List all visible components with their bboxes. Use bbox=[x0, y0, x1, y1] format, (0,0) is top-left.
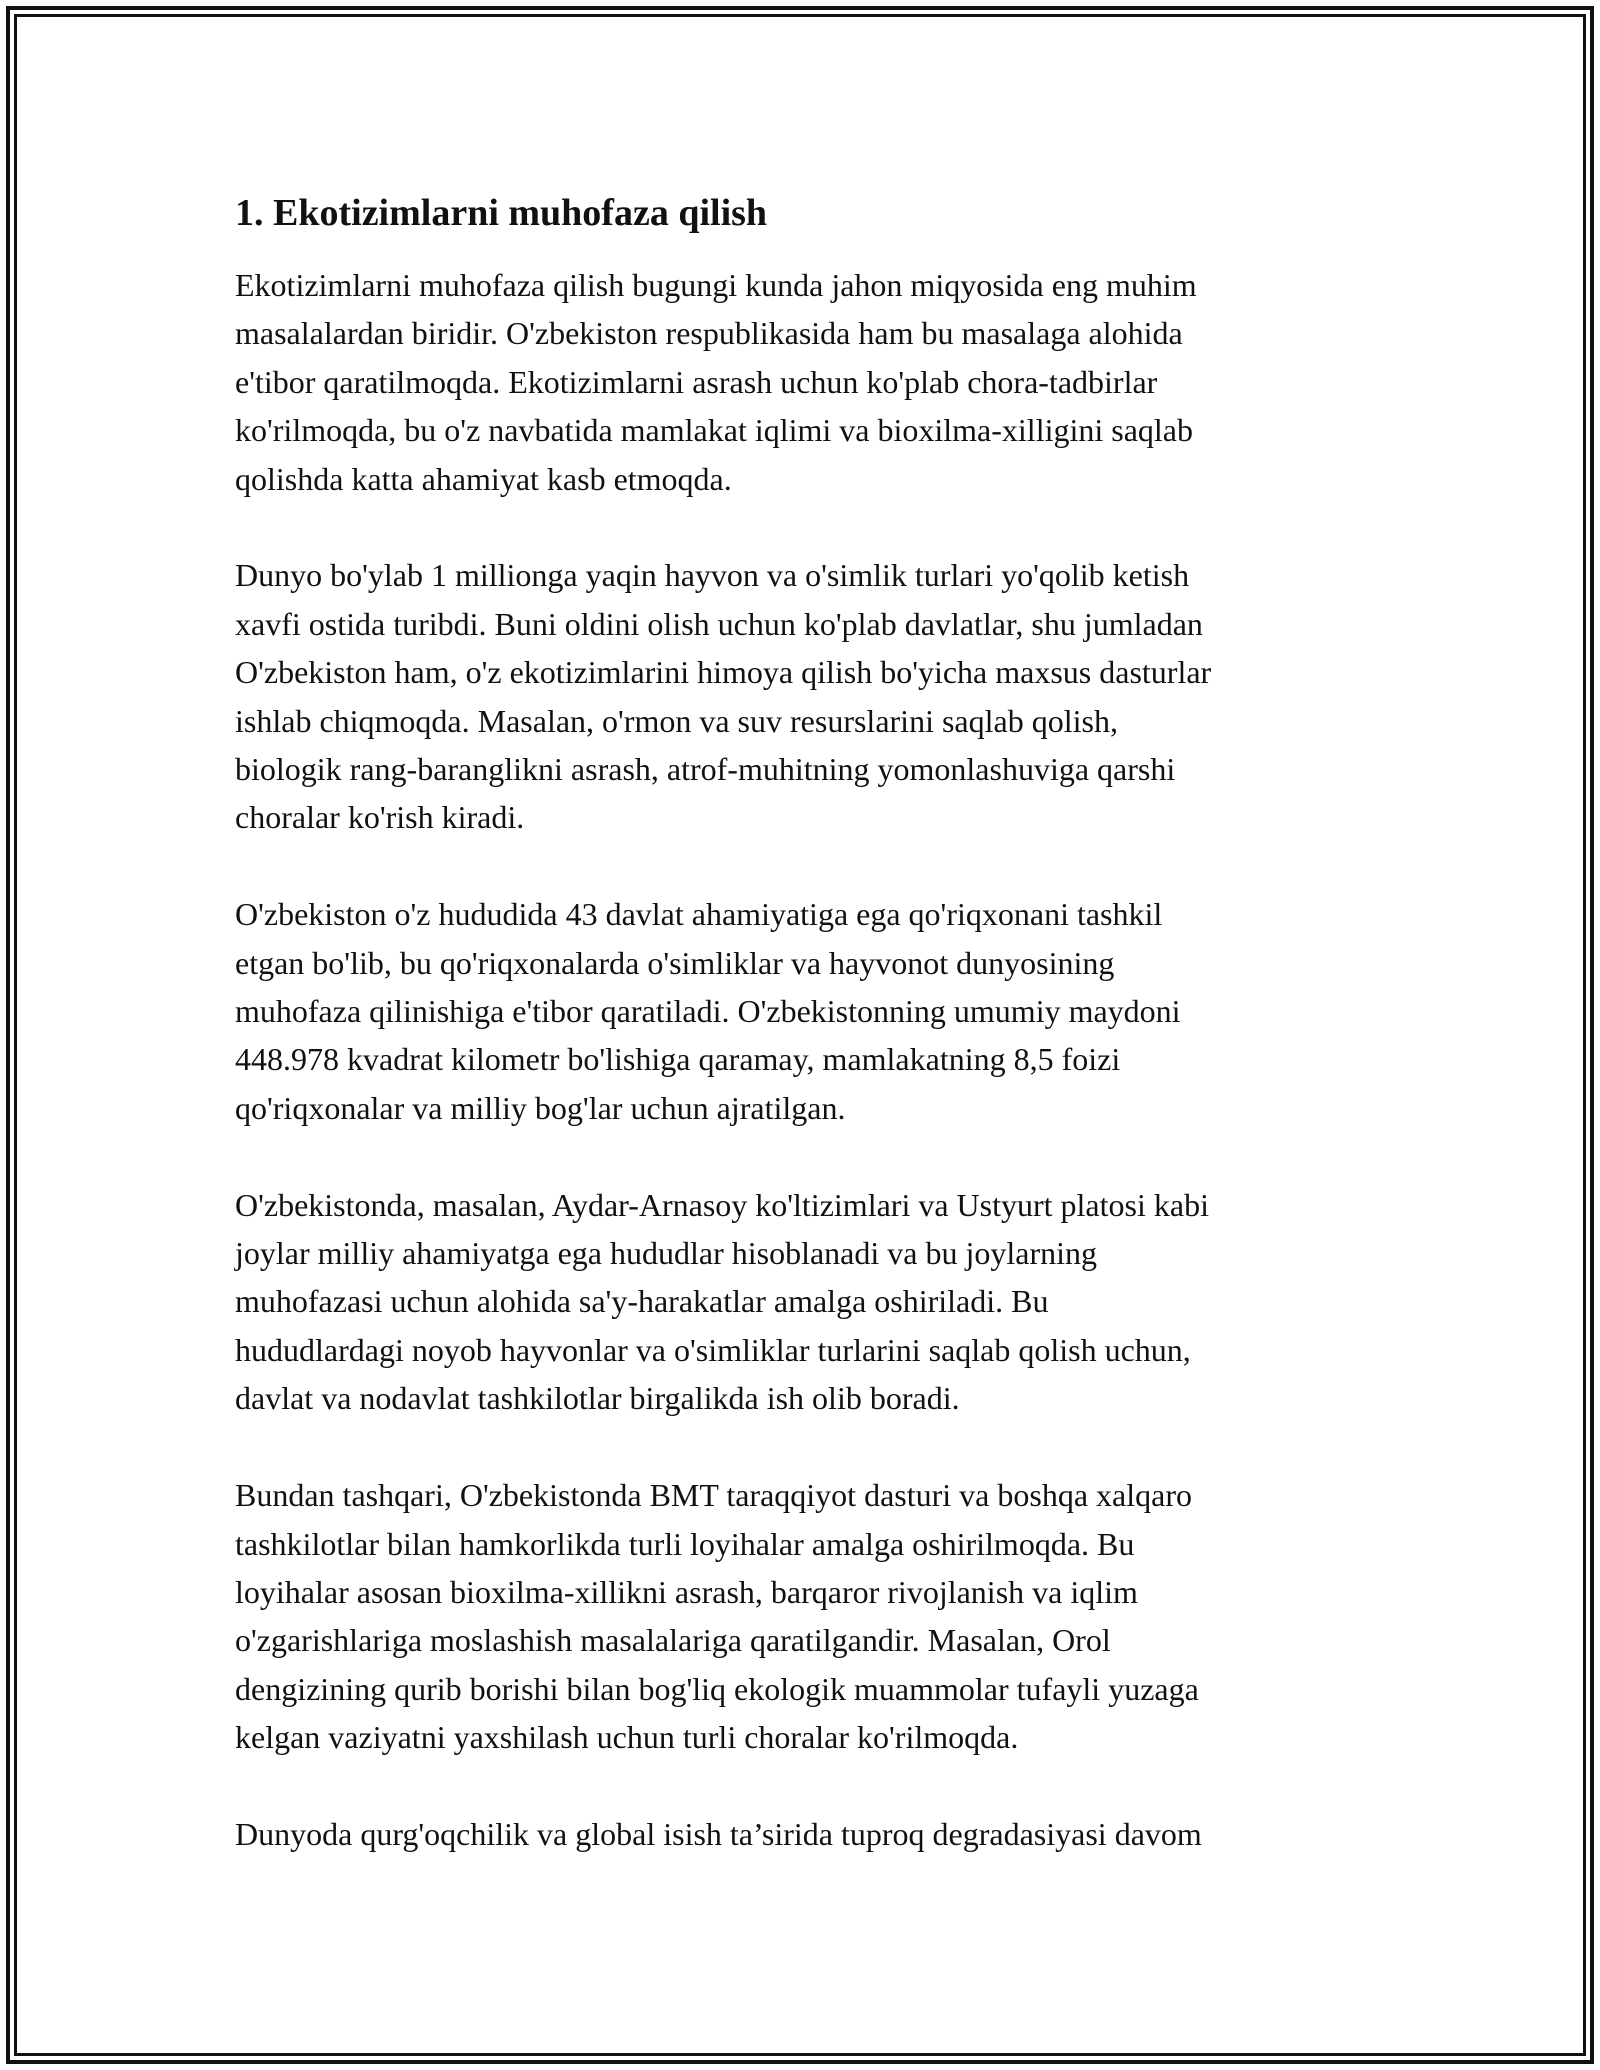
paragraph-line: qo'riqxonalar va milliy bog'lar uchun ajratilgan. bbox=[235, 1089, 846, 1126]
page-title: 1. Ekotizimlarni muhofaza qilish bbox=[235, 192, 768, 234]
paragraph-line: davlat va nodavlat tashkilotlar birgalikda ish olib boradi. bbox=[235, 1380, 960, 1417]
paragraph-line: O'zbekistonda, masalan, Aydar-Arnasoy ko'ltizimlari va Ustyurt platosi kabi bbox=[235, 1186, 1209, 1223]
paragraph-line: e'tibor qaratilmoqda. Ekotizimlarni asrash uchun ko'plab chora-tadbirlar bbox=[235, 363, 1158, 400]
document-body bbox=[235, 185, 1375, 1858]
paragraph-line: biologik rang-baranglikni asrash, atrof-muhitning yomonlashuviga qarshi bbox=[235, 751, 1176, 788]
paragraph-line: 448.978 kvadrat kilometr bo'lishiga qaramay, mamlakatning 8,5 foizi bbox=[235, 1041, 1121, 1078]
paragraph-line: kelgan vaziyatni yaxshilash uchun turli choralar ko'rilmoqda. bbox=[235, 1719, 1019, 1756]
paragraph-line: Dunyoda qurg'oqchilik va global isish ta’sirida tuproq degradasiyasi davom bbox=[235, 1815, 1202, 1852]
paragraph-line: muhofaza qilinishiga e'tibor qaratiladi. O'zbekistonning umumiy maydoni bbox=[235, 993, 1181, 1030]
paragraph-line: qolishda katta ahamiyat kasb etmoqda. bbox=[235, 460, 732, 497]
paragraph-line: xavfi ostida turibdi. Buni oldini olish uchun ko'plab davlatlar, shu jumladan bbox=[235, 605, 1203, 642]
paragraph-2 bbox=[235, 551, 1375, 841]
paragraph-line: masalalardan biridir. O'zbekiston respublikasida ham bu masalaga alohida bbox=[235, 315, 1183, 352]
paragraph-line: Dunyo bo'ylab 1 millionga yaqin hayvon va o'simlik turlari yo'qolib ketish bbox=[235, 557, 1190, 594]
paragraph-line: o'zgarishlariga moslashish masalalariga qaratilgandir. Masalan, Orol bbox=[235, 1622, 1111, 1659]
paragraph-line: Bundan tashqari, O'zbekistonda BMT taraqqiyot dasturi va boshqa xalqaro bbox=[235, 1477, 1192, 1514]
paragraph-line: dengizining qurib borishi bilan bog'liq ekologik muammolar tufayli yuzaga bbox=[235, 1670, 1199, 1707]
paragraph-line: Ekotizimlarni muhofaza qilish bugungi kunda jahon miqyosida eng muhim bbox=[235, 267, 1197, 303]
paragraph-line: etgan bo'lib, bu qo'riqxonalarda o'simliklar va hayvonot dunyosining bbox=[235, 944, 1115, 981]
paragraph-5 bbox=[235, 1471, 1375, 1761]
paragraph-6 bbox=[235, 1810, 1375, 1858]
paragraph-line: O'zbekiston o'z hududida 43 davlat ahamiyatiga ega qo'riqxonani tashkil bbox=[235, 896, 1163, 933]
paragraph-line: tashkilotlar bilan hamkorlikda turli loyihalar amalga oshirilmoqda. Bu bbox=[235, 1525, 1135, 1562]
paragraph-line: joylar milliy ahamiyatga ega hududlar hisoblanadi va bu joylarning bbox=[235, 1235, 1097, 1272]
paragraph-1 bbox=[235, 261, 1375, 503]
paragraph-line: muhofazasi uchun alohida sa'y-harakatlar amalga oshiriladi. Bu bbox=[235, 1283, 1049, 1320]
paragraph-4 bbox=[235, 1181, 1375, 1423]
paragraph-line: hududlardagi noyob hayvonlar va o'simliklar turlarini saqlab qolish uchun, bbox=[235, 1331, 1191, 1368]
paragraph-line: choralar ko'rish kiradi. bbox=[235, 799, 525, 836]
paragraph-line: ishlab chiqmoqda. Masalan, o'rmon va suv resurslarini saqlab qolish, bbox=[235, 702, 1118, 739]
paragraph-3 bbox=[235, 890, 1375, 1132]
paragraph-line: loyihalar asosan bioxilma-xillikni asrash, barqaror rivojlanish va iqlim bbox=[235, 1573, 1138, 1610]
paragraph-line: ko'rilmoqda, bu o'z navbatida mamlakat iqlimi va bioxilma-xilligini saqlab bbox=[235, 412, 1193, 449]
paragraph-line: O'zbekiston ham, o'z ekotizimlarini himoya qilish bo'yicha maxsus dasturlar bbox=[235, 654, 1212, 691]
